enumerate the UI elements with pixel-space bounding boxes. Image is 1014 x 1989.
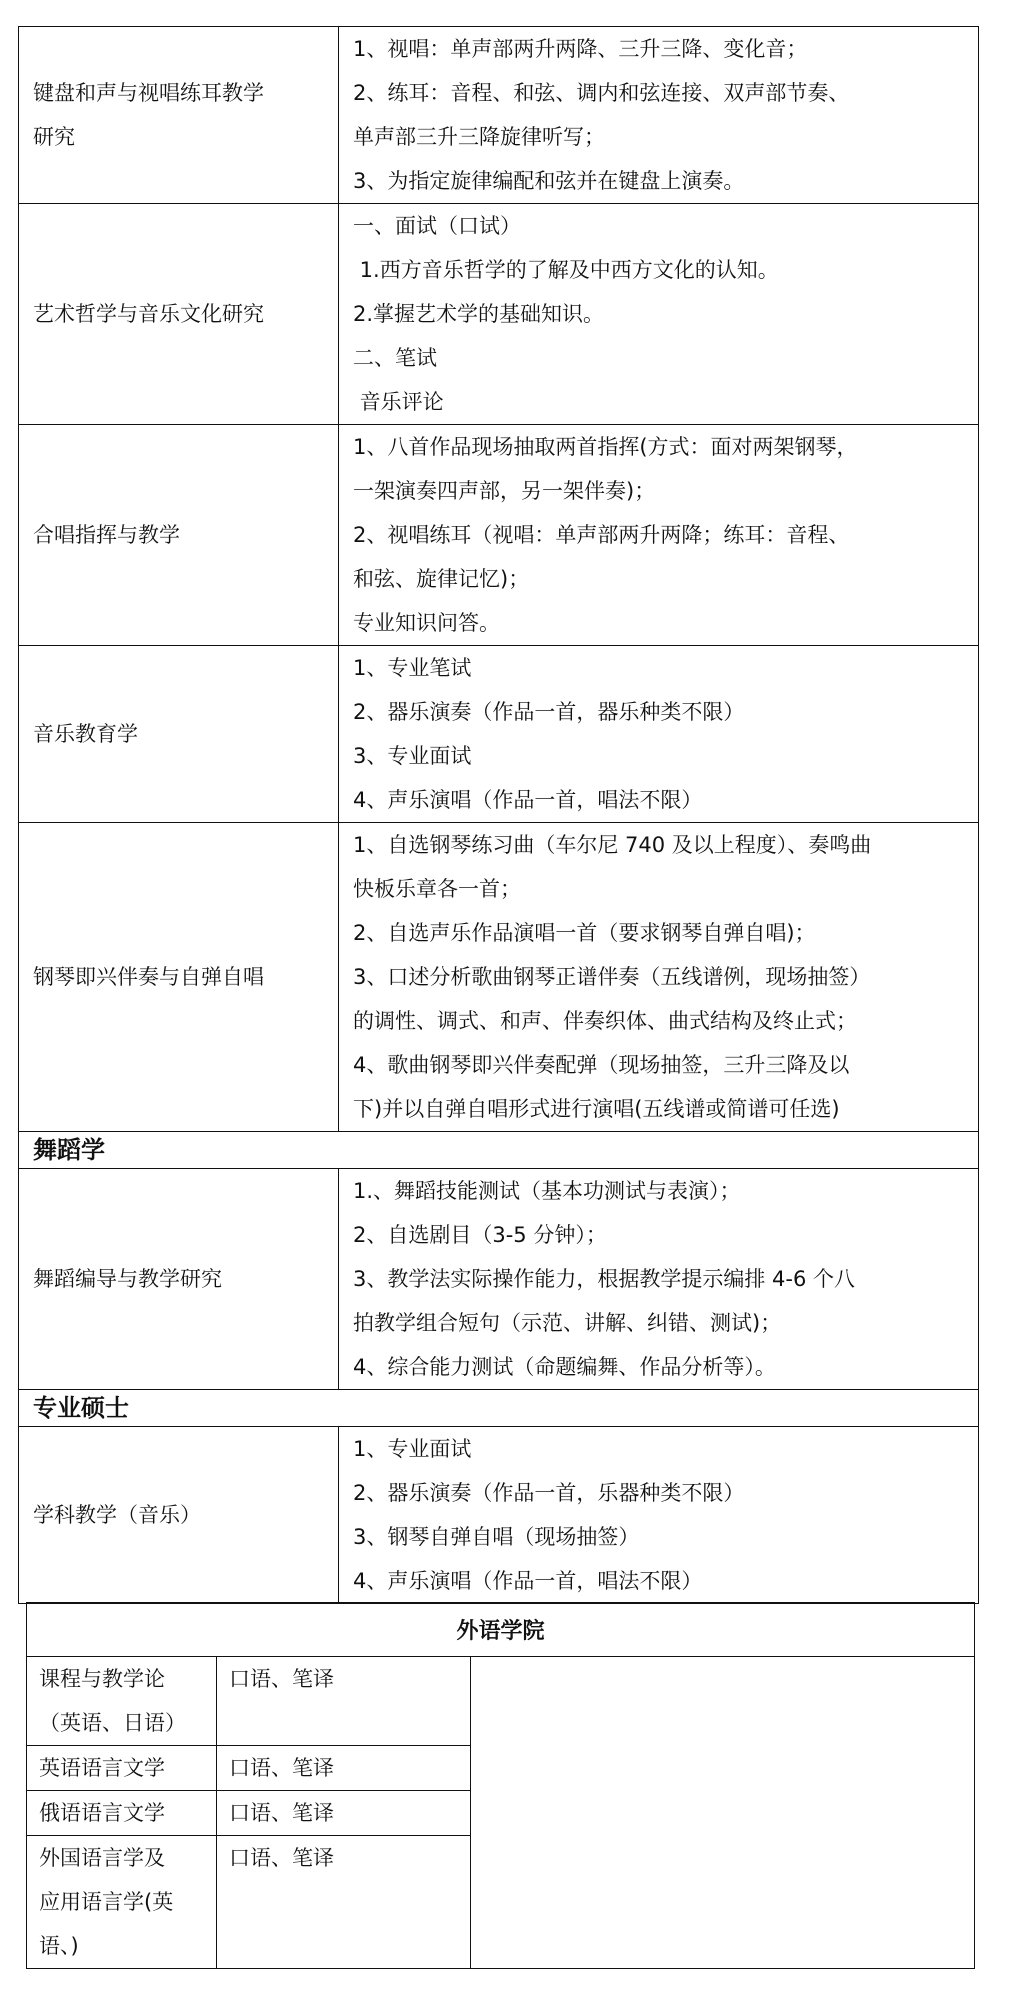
- table-row: [19, 1427, 979, 1604]
- requirements-cell: [339, 1427, 979, 1604]
- section-title: 外语学院: [27, 1603, 975, 1657]
- requirement-line: 下)并以自弹自唱形式进行演唱(五线谱或简谱可任选): [353, 1097, 840, 1121]
- requirement-line: 一、面试（口试）: [353, 214, 521, 238]
- table-row: [19, 204, 979, 425]
- requirement-line: 音乐评论: [353, 390, 444, 414]
- requirement-line: 3、专业面试: [353, 744, 472, 768]
- requirement-line: 3、口述分析歌曲钢琴正谱伴奏（五线谱例，现场抽签）: [353, 965, 871, 989]
- requirement-line: 单声部三升三降旋律听写；: [353, 125, 605, 149]
- major-name-cell: [19, 425, 339, 646]
- major-name-cell: [27, 1836, 217, 1969]
- table-row: [19, 823, 979, 1132]
- major-name-line: 学科教学（音乐）: [33, 1503, 201, 1527]
- section-header-row: [27, 1603, 975, 1657]
- major-name-line: 键盘和声与视唱练耳教学: [33, 81, 264, 105]
- major-name-cell: [19, 1427, 339, 1604]
- requirement-line: 4、声乐演唱（作品一首，唱法不限）: [353, 1569, 703, 1593]
- major-name-line: （英语、日语）: [39, 1711, 186, 1735]
- major-name-line: 音乐教育学: [33, 722, 138, 746]
- major-name-cell: [19, 27, 339, 204]
- requirement-line: 2、练耳：音程、和弦、调内和弦连接、双声部节奏、: [353, 81, 850, 105]
- major-name-cell: [27, 1746, 217, 1791]
- requirement-line: 1.西方音乐哲学的了解及中西方文化的认知。: [353, 258, 779, 282]
- major-name-cell: [19, 1169, 339, 1390]
- requirements-cell: [339, 204, 979, 425]
- major-name-line: 研究: [33, 125, 75, 149]
- requirement-line: 3、为指定旋律编配和弦并在键盘上演奏。: [353, 169, 745, 193]
- table-row: [27, 1657, 975, 1746]
- requirement-line: 2、视唱练耳（视唱：单声部两升两降；练耳：音程、: [353, 523, 850, 547]
- requirements-cell: 口语、笔译: [217, 1791, 471, 1836]
- table-row: [19, 425, 979, 646]
- requirement-line: 二、笔试: [353, 346, 437, 370]
- requirements-cell: 口语、笔译: [217, 1746, 471, 1791]
- major-name-line: 俄语语言文学: [39, 1801, 165, 1825]
- major-name-cell: [27, 1657, 217, 1746]
- section-header-row: [19, 1132, 979, 1169]
- requirement-line: 的调性、调式、和声、伴奏织体、曲式结构及终止式；: [353, 1009, 857, 1033]
- requirements-cell: [339, 1169, 979, 1390]
- section-title: 舞蹈学: [19, 1132, 979, 1169]
- requirement-line: 1、视唱：单声部两升两降、三升三降、变化音；: [353, 37, 808, 61]
- requirement-line: 2.掌握艺术学的基础知识。: [353, 302, 605, 326]
- requirement-line: 和弦、旋律记忆)；: [353, 567, 530, 591]
- major-name-cell: [27, 1791, 217, 1836]
- requirement-line: 4、综合能力测试（命题编舞、作品分析等）。: [353, 1355, 776, 1379]
- requirement-line: 4、歌曲钢琴即兴伴奏配弹（现场抽签，三升三降及以: [353, 1053, 850, 1077]
- major-name-cell: [19, 646, 339, 823]
- requirements-cell: [339, 646, 979, 823]
- foreign-language-table: [26, 1602, 975, 1969]
- major-name-line: 外国语言学及: [39, 1846, 165, 1870]
- music-requirements-table: [18, 26, 979, 1604]
- requirement-line: 1、专业笔试: [353, 656, 472, 680]
- major-name-cell: [19, 823, 339, 1132]
- requirement-line: 2、器乐演奏（作品一首，器乐种类不限）: [353, 700, 745, 724]
- requirements-cell: 口语、笔译: [217, 1836, 471, 1969]
- requirement-line: 拍教学组合短句（示范、讲解、纠错、测试)；: [353, 1311, 782, 1335]
- major-name-cell: [19, 204, 339, 425]
- major-name-line: 钢琴即兴伴奏与自弹自唱: [33, 965, 264, 989]
- requirement-line: 快板乐章各一首；: [353, 877, 521, 901]
- major-name-line: 合唱指挥与教学: [33, 523, 180, 547]
- requirement-line: 2、器乐演奏（作品一首，乐器种类不限）: [353, 1481, 745, 1505]
- major-name-line: 艺术哲学与音乐文化研究: [33, 302, 264, 326]
- requirement-line: 2、自选声乐作品演唱一首（要求钢琴自弹自唱)；: [353, 921, 816, 945]
- major-name-line: 课程与教学论: [39, 1667, 165, 1691]
- blank-cell: [471, 1657, 975, 1969]
- major-name-line: 应用语言学(英: [39, 1890, 174, 1914]
- requirements-cell: [339, 425, 979, 646]
- requirement-line: 1、八首作品现场抽取两首指挥(方式：面对两架钢琴，: [353, 435, 858, 459]
- requirement-line: 1.、舞蹈技能测试（基本功测试与表演）；: [353, 1179, 741, 1203]
- major-name-line: 英语语言文学: [39, 1756, 165, 1780]
- requirement-line: 3、钢琴自弹自唱（现场抽签）: [353, 1525, 640, 1549]
- major-name-line: 舞蹈编导与教学研究: [33, 1267, 222, 1291]
- section-title: 专业硕士: [19, 1390, 979, 1427]
- requirement-line: 1、自选钢琴练习曲（车尔尼 740 及以上程度）、奏鸣曲: [353, 833, 872, 857]
- requirements-cell: [339, 27, 979, 204]
- requirement-line: 一架演奏四声部，另一架伴奏)；: [353, 479, 656, 503]
- section-header-row: [19, 1390, 979, 1427]
- requirements-cell: 口语、笔译: [217, 1657, 471, 1746]
- requirement-line: 4、声乐演唱（作品一首，唱法不限）: [353, 788, 703, 812]
- requirement-line: 2、自选剧目（3-5 分钟）；: [353, 1223, 607, 1247]
- requirement-line: 3、教学法实际操作能力，根据教学提示编排 4-6 个八: [353, 1267, 856, 1291]
- major-name-line: 语、): [39, 1934, 79, 1958]
- requirements-cell: [339, 823, 979, 1132]
- table-row: [19, 646, 979, 823]
- table-row: [19, 1169, 979, 1390]
- table-row: [19, 27, 979, 204]
- requirement-line: 专业知识问答。: [353, 611, 500, 635]
- requirement-line: 1、专业面试: [353, 1437, 472, 1461]
